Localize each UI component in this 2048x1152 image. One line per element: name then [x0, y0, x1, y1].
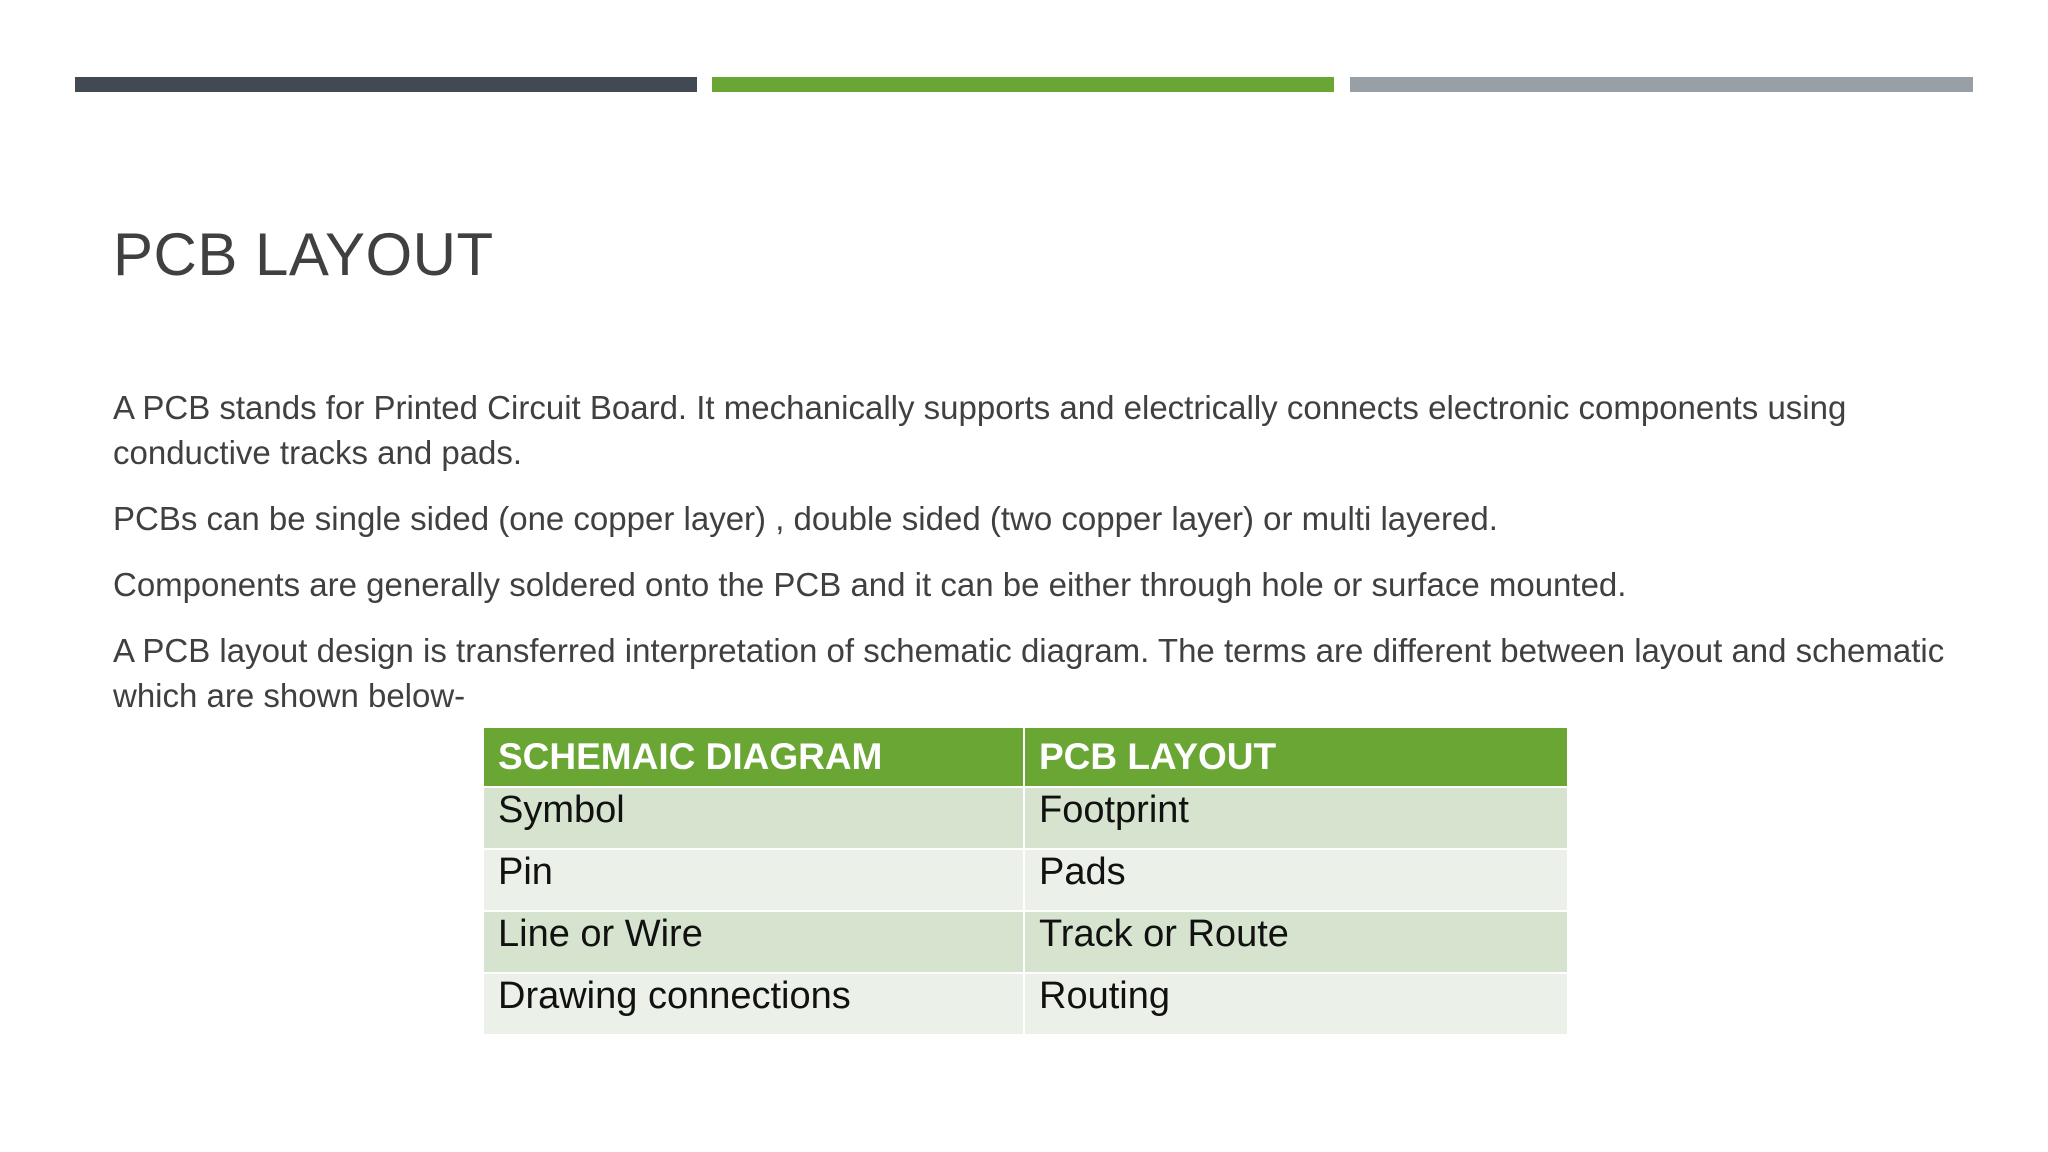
paragraph-components: Components are generally soldered onto the PCB and it can be either through hole or surface mounted. [113, 566, 1627, 603]
paragraph-definition: A PCB stands for Printed Circuit Board. It mechanically supports and electrically connects electronic components using conductive tracks and pads. [113, 389, 1847, 471]
table-cell-layout: Routing [1024, 973, 1568, 1035]
table-cell-layout: Footprint [1024, 787, 1568, 849]
table-header-schematic: SCHEMAIC DIAGRAM [483, 727, 1024, 787]
table-row [483, 973, 1568, 1035]
table-cell-layout: Pads [1024, 849, 1568, 911]
accent-bar-green [712, 77, 1334, 92]
slide-title: PCB LAYOUT [113, 221, 494, 288]
table-header-row [483, 727, 1568, 787]
table-cell-schematic: Drawing connections [483, 973, 1024, 1035]
accent-bar-dark [75, 77, 697, 92]
table-cell-schematic: Line or Wire [483, 911, 1024, 973]
slide-body [113, 385, 1953, 739]
table-cell-layout: Track or Route [1024, 911, 1568, 973]
table-cell-schematic: Pin [483, 849, 1024, 911]
table-row [483, 849, 1568, 911]
paragraph-layers: PCBs can be single sided (one copper layer) , double sided (two copper layer) or multi layered. [113, 500, 1498, 537]
terms-table [482, 726, 1569, 1036]
paragraph-layout-design: A PCB layout design is transferred interpretation of schematic diagram. The terms are different between layout and schematic which are shown below- [113, 632, 1945, 714]
table-row [483, 911, 1568, 973]
table-row [483, 787, 1568, 849]
table-header-pcb-layout: PCB LAYOUT [1024, 727, 1568, 787]
accent-bar-gray [1350, 77, 1973, 92]
table-cell-schematic: Symbol [483, 787, 1024, 849]
